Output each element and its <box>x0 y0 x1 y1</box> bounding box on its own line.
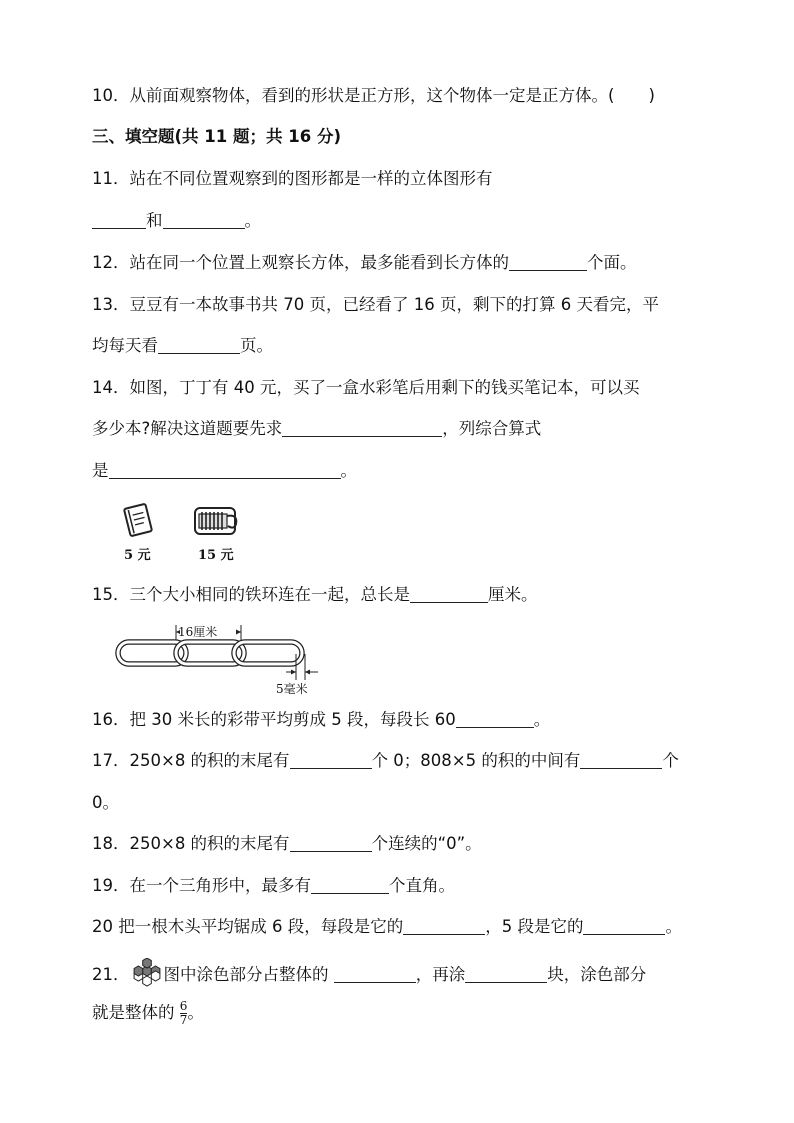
answer-blank[interactable] <box>290 833 372 852</box>
answer-blank[interactable] <box>583 916 665 935</box>
question-13-line2: 均每天看 页。 <box>92 336 273 355</box>
iron-rings-figure <box>114 618 324 698</box>
pen-box-icon <box>192 500 240 540</box>
answer-blank[interactable] <box>163 210 245 229</box>
answer-blank[interactable] <box>158 335 240 354</box>
ring-thickness-label: 5毫米 <box>276 682 308 696</box>
question-21-line2: 就是整体的 $\frac{6}{7}$ 。 <box>92 999 204 1027</box>
answer-blank[interactable] <box>509 252 587 271</box>
notebook-icon <box>118 500 158 540</box>
question-14-line2: 多少本?解决这道题要先求 ，列综合算式 <box>92 419 542 438</box>
question-13: 13．豆豆有一本故事书共 70 页，已经看了 16 页，剩下的打算 6 天看完，平 <box>92 295 659 314</box>
answer-blank[interactable] <box>311 875 389 894</box>
answer-blank[interactable] <box>92 210 146 229</box>
notebook-price: 5 元 <box>124 548 151 563</box>
answer-blank[interactable] <box>465 964 547 983</box>
answer-blank[interactable] <box>456 709 534 728</box>
question-20: 20 把一根木头平均锯成 6 段，每段是它的 ，5 段是它的 。 <box>92 917 682 936</box>
ring-length-label: 16厘米 <box>178 625 218 639</box>
hexagon-flower-icon <box>130 958 164 988</box>
answer-blank[interactable] <box>334 964 416 983</box>
pen-box-price: 15 元 <box>198 548 234 563</box>
question-16: 16．把 30 米长的彩带平均剪成 5 段，每段长 60 。 <box>92 710 551 729</box>
question-12: 12．站在同一个位置上观察长方体，最多能看到长方体的 个面。 <box>92 253 637 272</box>
answer-blank[interactable] <box>580 750 662 769</box>
pen-box-figure <box>192 500 242 562</box>
fraction: $\frac{6}{7}$ <box>179 999 188 1027</box>
answer-blank[interactable] <box>109 460 341 479</box>
question-21: 21． 图中涂色部分占整体的 ，再涂 块，涂色部分 <box>92 958 646 988</box>
question-17: 17．250×8 的积的末尾有 个 0；808×5 的积的中间有 个 <box>92 751 679 770</box>
question-19: 19．在一个三角形中，最多有 个直角。 <box>92 876 455 895</box>
question-17-line2: 0。 <box>92 793 119 812</box>
question-11-answers: 和 。 <box>92 210 261 232</box>
question-14: 14．如图，丁丁有 40 元，买了一盒水彩笔后用剩下的钱买笔记本，可以买 <box>92 378 640 397</box>
section-heading: 三、填空题(共 11 题；共 16 分) <box>92 127 341 146</box>
question-18: 18．250×8 的积的末尾有 个连续的“0”。 <box>92 834 482 853</box>
question-10: 10．从前面观察物体，看到的形状是正方形，这个物体一定是正方体。( ) <box>92 86 655 105</box>
answer-blank[interactable] <box>282 418 442 437</box>
question-11: 11．站在不同位置观察到的图形都是一样的立体图形有 <box>92 169 493 188</box>
answer-blank[interactable] <box>403 916 485 935</box>
question-14-line3: 是 。 <box>92 461 357 480</box>
question-15: 15．三个大小相同的铁环连在一起，总长是 厘米。 <box>92 585 538 604</box>
notebook-figure <box>118 500 158 562</box>
answer-blank[interactable] <box>410 584 488 603</box>
answer-blank[interactable] <box>290 750 372 769</box>
